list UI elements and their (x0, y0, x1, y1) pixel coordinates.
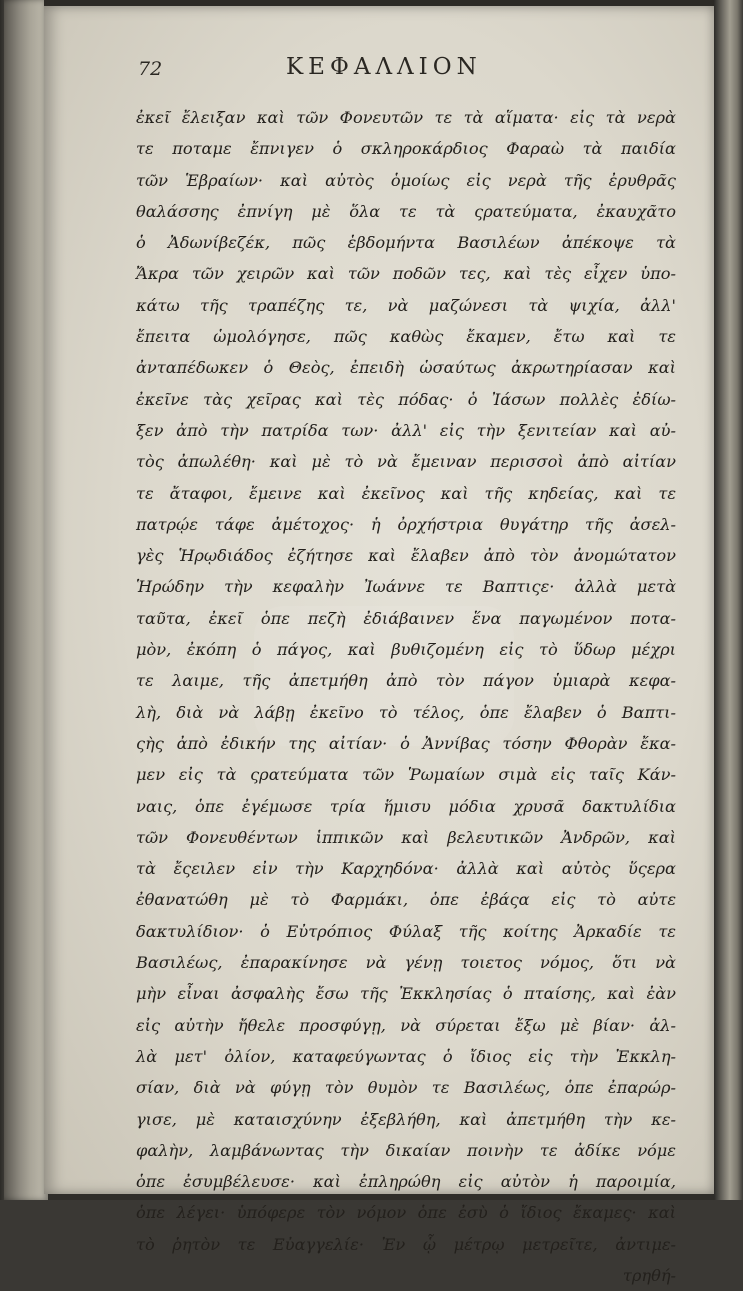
text-line: τὰ ἔςειλεν εἰν τὴν Καρχηδόνα· ἀλλὰ καὶ αὐτὸς ὕςερα (136, 859, 676, 879)
text-line: ἔπειτα ὡμολόγησε, πῶς καθὼς ἔκαμεν, ἔτω καὶ τε (136, 327, 676, 347)
text-line: εἰς αὐτὴν ἤθελε προσφύγῃ, νὰ σύρεται ἔξω μὲ βίαν· ἀλ- (136, 1015, 676, 1035)
text-line: τε λαιμε, τῆς ἀπετμήθη ἀπὸ τὸν πάγον ὑμιαρὰ κεφα- (136, 671, 676, 691)
text-line: ταῦτα, ἐκεῖ ὁπε πεζὴ ἐδιάβαινεν ἕνα παγωμένον ποτα- (136, 608, 676, 628)
text-line: πατρῴε τάφε ἀμέτοχος· ἡ ὀρχήστρια θυγάτηρ τῆς ἀσελ- (136, 514, 676, 534)
text-line: τῶν Ἑβραίων· καὶ αὐτὸς ὁμοίως εἰς νερὰ τῆς ἐρυθρᾶς (136, 170, 676, 190)
text-line: μὸν, ἐκόπη ὁ πάγος, καὶ βυθιζομένη εἰς τὸ ὕδωρ μέχρι (136, 640, 676, 660)
text-line: ὁπε λέγει· ὑπόφερε τὸν νόμον ὁπε ἐσὺ ὁ ἴδιος ἔκαμες· καὶ (136, 1203, 676, 1223)
text-line: ἀνταπέδωκεν ὁ Θεὸς, ἐπειδὴ ὡσαύτως ἀκρωτηρίασαν καὶ (136, 358, 676, 378)
text-line: φαλὴν, λαμβάνωντας τὴν δικαίαν ποινὴν τε ἀδίκε νόμε (136, 1140, 676, 1160)
text-line: δακτυλίδιον· ὁ Εὐτρόπιος Φύλαξ τῆς κοίτης Ἀρκαδίε τε (136, 921, 676, 941)
text-line: ἐθανατώθη μὲ τὸ Φαρμάκι, ὁπε ἐβάςα εἰς τὸ αὐτε (136, 890, 676, 910)
running-title: ΚΕΦΑΛΛΙΟΝ (286, 54, 482, 80)
page-edges (714, 0, 743, 1200)
text-line: μεν εἰς τὰ ςρατεύματα τῶν Ῥωμαίων σιμὰ εἰς ταῖς Κάν- (136, 765, 676, 785)
text-line: τε ποταμε ἔπνιγεν ὁ σκληροκάρδιος Φαραὼ τὰ παιδία (136, 139, 676, 159)
text-line: γισε, μὲ καταισχύνην ἐξεβλήθη, καὶ ἀπετμήθη τὴν κε- (136, 1109, 676, 1129)
text-line: γὲς Ἡρῳδιάδος ἐζήτησε καὶ ἔλαβεν ἀπὸ τὸν ἀνομώτατον (136, 546, 676, 566)
text-line: ἐκεῖνε τὰς χεῖρας καὶ τὲς πόδας· ὁ Ἰάσων πολλὲς ἐδίω- (136, 389, 676, 409)
text-line: Ἡρώδην τὴν κεφαλὴν Ἰωάννε τε Βαπτιςε· ἀλλὰ μετὰ (136, 577, 676, 597)
book-spine (4, 0, 48, 1200)
text-line: ναις, ὁπε ἐγέμωσε τρία ἥμισυ μόδια χρυσᾶ δακτυλίδια (136, 796, 676, 816)
text-line: κάτω τῆς τραπέζης τε, νὰ μαζώνεσι τὰ ψιχία, ἀλλ' (136, 295, 676, 315)
text-line: σίαν, διὰ νὰ φύγῃ τὸν θυμὸν τε Βασιλέως, ὁπε ἐπαρώρ- (136, 1078, 676, 1098)
text-line: Βασιλέως, ἐπαρακίνησε νὰ γένῃ τοιετος νόμος, ὅτι νὰ (136, 953, 676, 973)
text-line: λὰ μετ' ὀλίον, καταφεύγωντας ὁ ἴδιος εἰς τὴν Ἐκκλη- (136, 1046, 676, 1066)
page-number: 72 (138, 58, 163, 80)
text-line: τὸ ῥητὸν τε Εὐαγγελίε· Ἐν ᾧ μέτρῳ μετρεῖτε, ἀντιμε- (136, 1234, 676, 1254)
text-line: ἐκεῖ ἔλειξαν καὶ τῶν Φονευτῶν τε τὰ αἵματα· εἰς τὰ νερὰ (136, 108, 676, 127)
text-line: Ἄκρα τῶν χειρῶν καὶ τῶν ποδῶν τες, καὶ τὲς εἶχεν ὑπο- (136, 264, 676, 284)
text-line: ὁ Ἀδωνίβεζέκ, πῶς ἑβδομήντα Βασιλέων ἀπέκοψε τὰ (136, 233, 676, 253)
text-line: τὸς ἀπωλέθη· καὶ μὲ τὸ νὰ ἔμειναν περισσοὶ ἀπὸ αἰτίαν (136, 452, 676, 472)
page-header (96, 52, 676, 92)
text-line: ςὴς ἀπὸ ἐδικήν της αἰτίαν· ὁ Ἀννίβας τόσην Φθορὰν ἔκα- (136, 733, 676, 753)
text-line: ξεν ἀπὸ τὴν πατρίδα των· ἀλλ' εἰς τὴν ξενιτείαν καὶ αὐ- (136, 420, 676, 440)
text-line: μὴν εἶναι ἀσφαλὴς ἔσω τῆς Ἐκκλησίας ὁ πταίσης, καὶ ἐὰν (136, 984, 676, 1004)
body-text (136, 102, 676, 1291)
text-line: λὴ, διὰ νὰ λάβῃ ἐκεῖνο τὸ τέλος, ὁπε ἔλαβεν ὁ Βαπτι- (136, 702, 676, 722)
text-line: τῶν Φονευθέντων ἱππικῶν καὶ βελευτικῶν Ἀνδρῶν, καὶ (136, 827, 676, 847)
text-line: τε ἄταφοι, ἔμεινε καὶ ἐκεῖνος καὶ τῆς κηδείας, καὶ τε (136, 483, 676, 503)
text-line: θαλάσσης ἐπνίγη μὲ ὅλα τε τὰ ςρατεύματα, ἐκαυχᾶτο (136, 201, 676, 221)
text-line: ὁπε ἐσυμβέλευσε· καὶ ἐπληρώθη εἰς αὐτὸν ἡ παροιμία, (136, 1172, 676, 1192)
catchword: τρηθή- (622, 1265, 676, 1285)
